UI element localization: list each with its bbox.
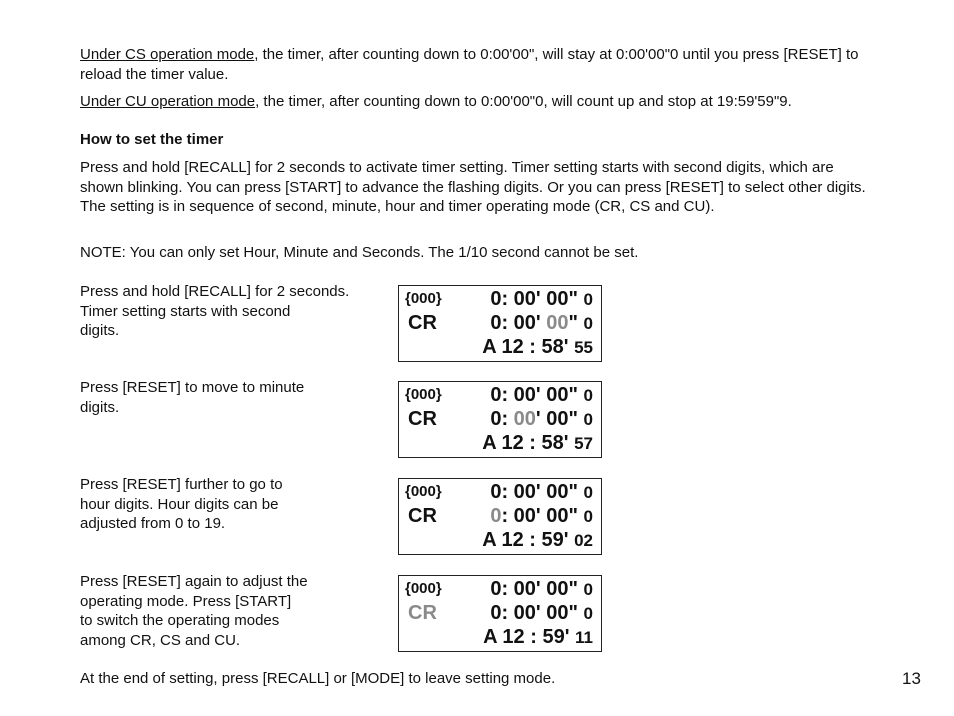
timer-part: " [568,312,578,334]
step-desc-line: Press [RESET] further to go to [80,476,283,493]
cs-mode-paragraph [80,45,876,84]
clock-main: A 12 : 59' [482,529,569,551]
timer-main: 0: 00' 00" [490,384,578,406]
timer-part: ' 00" [535,408,578,430]
step-1-description [80,282,349,341]
blinking-digits: 00 [546,312,569,334]
section-heading: How to set the timer [80,131,224,148]
memory-code: {000} [405,386,442,403]
step-desc-line: digits. [80,398,120,416]
lcd-display-step-3 [398,478,602,555]
operating-mode: CR [408,408,437,430]
memory-code: {000} [405,483,442,500]
lcd-display-step-1 [398,285,602,362]
step-desc-line: among CR, CS and CU. [80,631,241,649]
timer-tenths: 0 [583,290,593,309]
timer-tenths: 0 [583,483,593,502]
cs-mode-label: Under CS operation mode [80,46,255,63]
page-number: 13 [902,669,921,688]
clock-seconds: 11 [575,628,593,647]
timer-tenths: 0 [583,314,593,333]
timer-tenths: 0 [583,580,593,599]
memory-code: {000} [405,290,442,307]
blinking-digits: 00 [513,408,536,430]
operating-mode-blinking: CR [408,602,437,624]
timer-row-2 [490,505,593,528]
clock-main: A 12 : 58' [482,336,569,358]
timer-part: 0: [490,408,514,430]
timer-row-2 [490,312,593,335]
timer-row-2 [490,408,593,431]
clock-row [482,432,593,455]
timer-main: 0: 00' 00" [490,288,578,310]
timer-tenths: 0 [583,507,593,526]
step-desc-line: hour digits. Hour digits can be [80,495,279,513]
cs-mode-text: , the timer, after counting down to 0:00'00", will stay at 0:00'00"0 until you press [RESET] to reload the timer value. [80,46,859,83]
timer-row-1 [490,288,593,311]
step-2-description [80,378,304,417]
step-4-description [80,572,308,650]
step-desc-line: Press [RESET] again to adjust the [80,573,308,590]
timer-part: 0: 00' [490,312,547,334]
step-desc-line: Press and hold [RECALL] for 2 seconds. [80,283,350,300]
step-desc-line: Press [RESET] to move to minute [80,379,305,396]
timer-tenths: 0 [583,410,593,429]
operating-mode: CR [408,312,437,334]
timer-row-1 [490,578,593,601]
timer-tenths: 0 [583,604,593,623]
lcd-display-step-2 [398,381,602,458]
clock-row [482,336,593,359]
clock-row [482,529,593,552]
timer-part: : 00' 00" [501,505,578,527]
timer-main: 0: 00' 00" [490,578,578,600]
lcd-display-step-4 [398,575,602,652]
step-desc-line: to switch the operating modes [80,612,280,629]
step-desc-line: Timer setting starts with second [80,302,291,320]
timer-part: 0: 00' 00" [490,602,578,624]
step-3-description [80,475,283,534]
clock-row [483,626,593,649]
cu-mode-paragraph [80,92,876,112]
clock-main: A 12 : 58' [482,432,569,454]
step-desc-line: adjusted from 0 to 19. [80,515,226,532]
cu-mode-label: Under CU operation mode [80,93,256,110]
memory-code: {000} [405,580,442,597]
clock-seconds: 55 [574,338,593,357]
clock-seconds: 02 [574,531,593,550]
clock-main: A 12 : 59' [483,626,570,648]
timer-tenths: 0 [583,386,593,405]
step-desc-line: operating mode. Press [START] [80,592,292,610]
cu-mode-text: , the timer, after counting down to 0:00'00"0, will count up and stop at 19:59'59"9. [255,93,792,110]
timer-row-2 [490,602,593,625]
blinking-digits: 0 [490,505,502,527]
clock-seconds: 57 [574,434,593,453]
step-desc-line: digits. [80,322,120,339]
footer-text: At the end of setting, press [RECALL] or [MODE] to leave setting mode. [80,670,556,687]
operating-mode: CR [408,505,437,527]
timer-row-1 [490,481,593,504]
section-body: Press and hold [RECALL] for 2 seconds to activate timer setting. Timer setting starts with second digits, which are shown blinking. You can press [START] to advance the flashing digits. Or you can press [RESET] to select other digits. The setting is in sequence of second, minute, hour and timer operating mode (CR, CS and CU). [80,159,866,215]
timer-row-1 [490,384,593,407]
timer-main: 0: 00' 00" [490,481,578,503]
note: NOTE: You can only set Hour, Minute and Seconds. The 1/10 second cannot be set. [80,244,639,261]
